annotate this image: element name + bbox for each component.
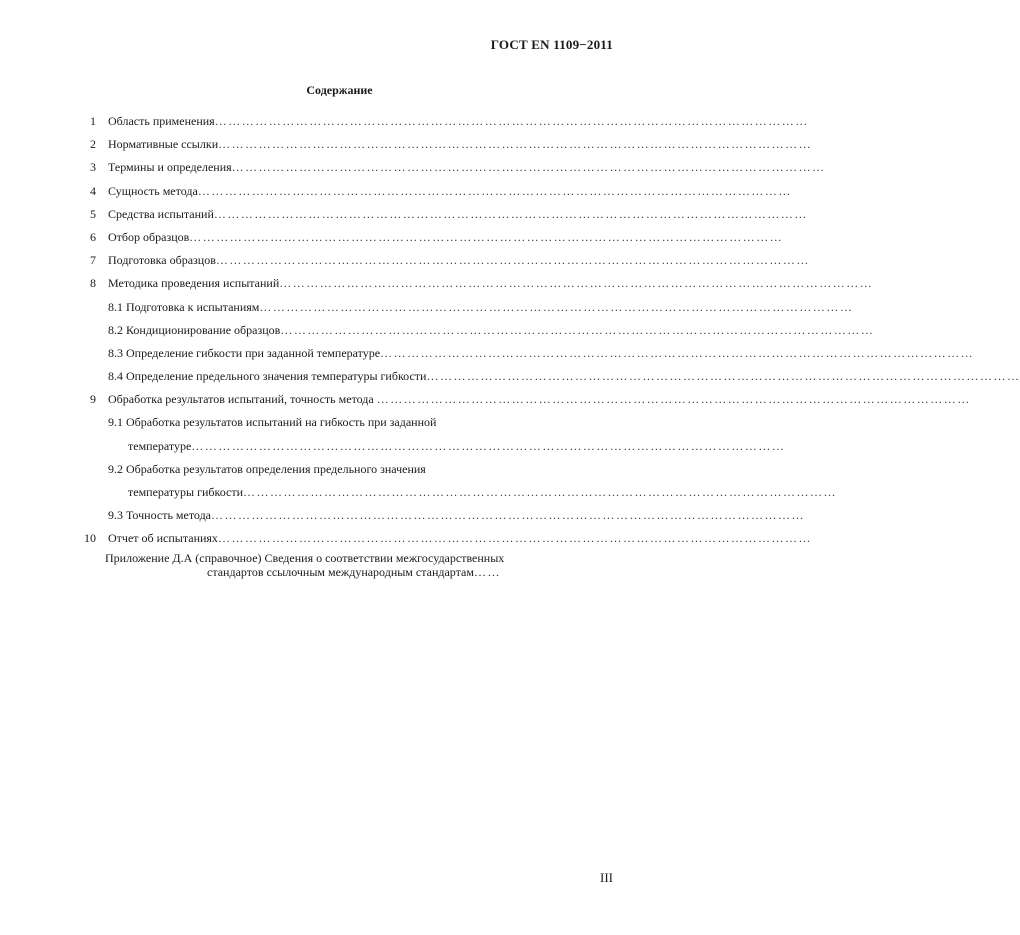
dot-leader: ……: [473, 565, 501, 579]
toc-subitem[interactable]: [0, 415, 661, 438]
toc-subitem[interactable]: [0, 299, 854, 323]
toc-item-text: Средства испытаний: [108, 206, 214, 221]
toc-subitem[interactable]: [0, 345, 975, 369]
appendix-line-1: Приложение Д.А (справочное) Сведения о соответствии межгосударственных: [105, 551, 505, 565]
dot-leader: ……………………………………………………………………………………………………………………: [380, 345, 975, 360]
dot-leader: ……………………………………………………………………………………………………………………: [280, 322, 875, 337]
toc-item-text: Подготовка образцов: [108, 253, 216, 268]
toc-item-text: температуры гибкости: [128, 485, 244, 499]
toc-item-text: 8.4 Определение предельного значения температуры гибкости: [108, 369, 427, 384]
toc-item-number: 10: [84, 531, 96, 546]
appendix-line-2: [105, 565, 545, 579]
toc-subitem[interactable]: [0, 322, 875, 346]
toc-subitem-continuation[interactable]: [0, 438, 786, 462]
toc-item-text: 8.3 Определение гибкости при заданной температуре: [108, 345, 381, 360]
toc-item-number: 1: [90, 114, 96, 128]
toc-item-number: 6: [90, 229, 96, 244]
toc-item-text: температуре: [128, 438, 192, 453]
toc-subitem[interactable]: [0, 369, 1020, 392]
toc-item[interactable]: [0, 137, 813, 160]
page-number: III: [600, 870, 613, 885]
dot-leader: ……………………………………………………………………………………………………………………: [426, 369, 1020, 384]
toc-item-text: 9.3 Точность метода: [108, 508, 212, 523]
dot-leader: ……………………………………………………………………………………………………………………: [231, 160, 826, 175]
dot-leader: ……………………………………………………………………………………………………………………: [213, 206, 808, 221]
toc-subitem-continuation[interactable]: [0, 485, 838, 508]
dot-leader: ……………………………………………………………………………………………………………………: [215, 253, 810, 268]
toc-item[interactable]: [0, 253, 810, 276]
toc-item-number: 5: [90, 206, 96, 221]
toc-item-number: 4: [90, 183, 96, 198]
toc-item[interactable]: [0, 114, 809, 137]
document-code: ГОСТ EN 1109−2011: [490, 37, 613, 52]
toc-item-text: Методика проведения испытаний: [108, 276, 280, 291]
table-of-contents: [0, 114, 1020, 555]
toc-item-text: Область применения: [108, 114, 215, 128]
appendix-line-2-text: стандартов ссылочным международным стандартам: [207, 565, 474, 579]
toc-item-text: Отчет об испытаниях: [108, 531, 218, 546]
dot-leader: ……………………………………………………………………………………………………………………: [189, 229, 784, 244]
toc-item-number: 8: [90, 276, 96, 291]
dot-leader: ……………………………………………………………………………………………………………………: [259, 299, 854, 314]
dot-leader: ……………………………………………………………………………………………………………………: [218, 137, 813, 152]
toc-item-text: 9.2 Обработка результатов определения предельного значения: [108, 461, 426, 476]
toc-item-text: 8.2 Кондиционирование образцов: [108, 322, 281, 337]
toc-item-text: Нормативные ссылки: [108, 137, 219, 152]
dot-leader: ……………………………………………………………………………………………………………………: [217, 531, 812, 546]
toc-item-number: 3: [90, 160, 96, 175]
toc-item[interactable]: [0, 160, 826, 183]
dot-leader: ……………………………………………………………………………………………………………………: [191, 438, 786, 453]
dot-leader: ……………………………………………………………………………………………………………………: [243, 485, 838, 499]
toc-subitem[interactable]: [0, 462, 661, 485]
toc-item-text: 9.1 Обработка результатов испытаний на гибкость при заданной: [108, 415, 437, 430]
dot-leader: ……………………………………………………………………………………………………………………: [214, 114, 809, 128]
toc-item[interactable]: [0, 183, 792, 207]
toc-item-text: 8.1 Подготовка к испытаниям: [108, 299, 260, 314]
toc-item-text: Термины и определения: [108, 160, 232, 175]
dot-leader: ……………………………………………………………………………………………………………………: [211, 508, 806, 523]
toc-appendix[interactable]: [105, 551, 545, 579]
dot-leader: ……………………………………………………………………………………………………………………: [279, 276, 874, 291]
toc-item-number: 2: [90, 137, 96, 152]
toc-item-text: Обработка результатов испытаний, точность метода: [108, 392, 377, 407]
toc-item[interactable]: [0, 392, 971, 415]
toc-item-number: 7: [90, 253, 96, 268]
toc-item-number: 9: [90, 392, 96, 407]
toc-item-text: Сущность метода: [108, 183, 198, 198]
toc-item[interactable]: [0, 276, 874, 299]
dot-leader: ……………………………………………………………………………………………………………………: [197, 183, 792, 198]
toc-item[interactable]: [0, 206, 808, 230]
toc-item[interactable]: [0, 229, 784, 253]
toc-subitem[interactable]: [0, 508, 806, 531]
dot-leader: ……………………………………………………………………………………………………………………: [376, 392, 971, 407]
toc-item-text: Отбор образцов: [108, 229, 190, 244]
toc-title: Содержание: [306, 83, 373, 97]
